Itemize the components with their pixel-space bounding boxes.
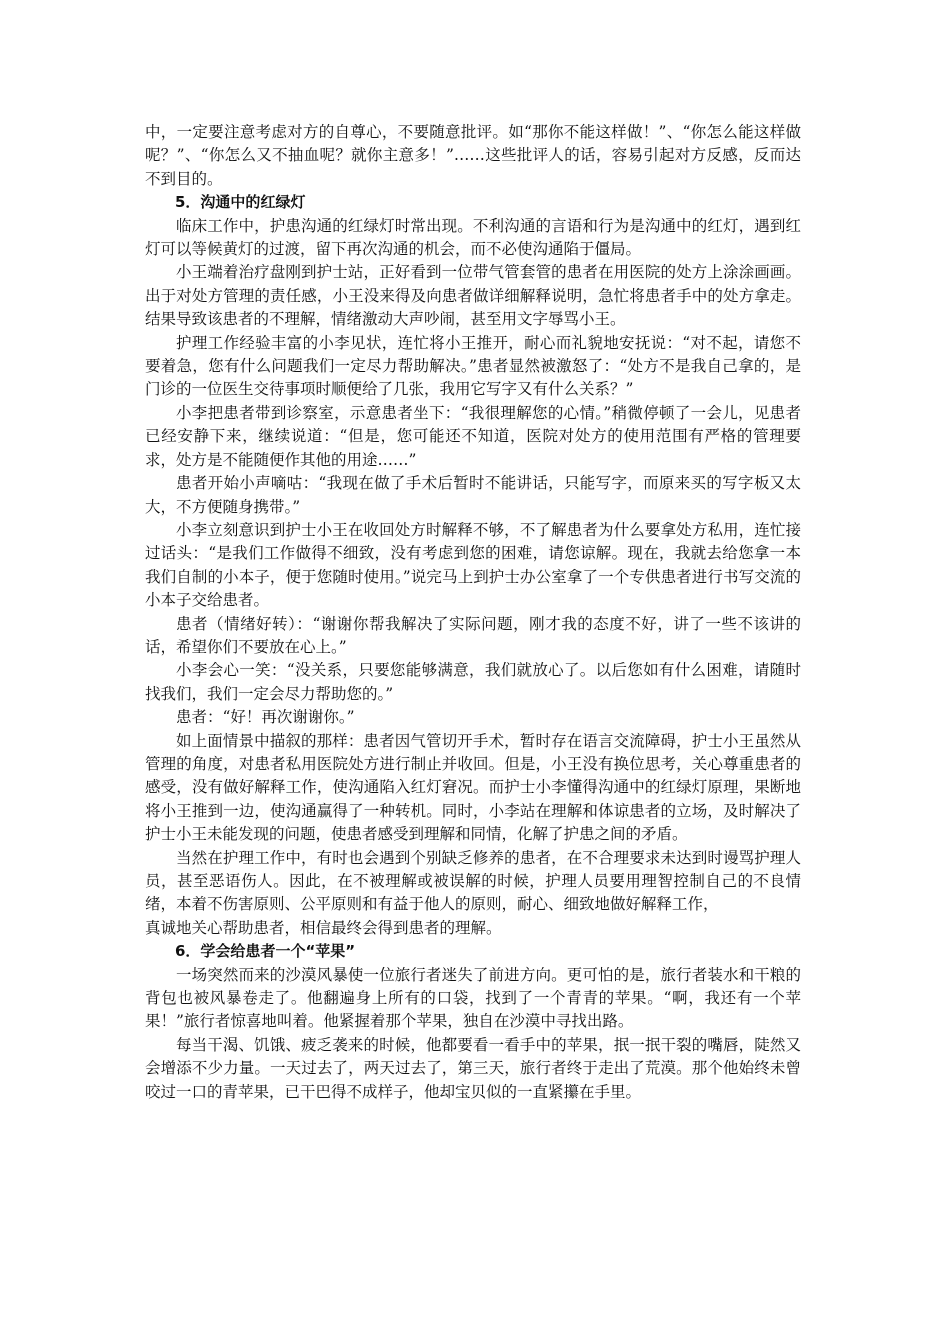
section-heading-6: 6．学会给患者一个“苹果”	[175, 942, 356, 961]
section-heading-5: 5．沟通中的红绿灯	[175, 193, 306, 212]
paragraph-xiaoli-smile: 小李会心一笑：“没关系，只要您能够满意，我们就放心了。以后您如有什么困难，请随时找我们，我们一定会尽力帮助您的。”	[145, 661, 801, 703]
paragraph-apple: 每当干渴、饥饿、疲乏袭来的时候，他都要看一看手中的苹果，抿一抿干裂的嘴唇，陡然又会增添不少力量。一天过去了，两天过去了，第三天，旅行者终于走出了荒漠。那个他始终未曾咬过一口的青苹果，已干巴得不成样子，他却宝贝似的一直紧攥在手里。	[145, 1035, 801, 1101]
paragraph-conclusion: 当然在护理工作中，有时也会遇到个别缺乏修养的患者，在不合理要求未达到时谩骂护理人员，甚至恶语伤人。因此，在不被理解或被误解的时候，护理人员要用理智控制自己的不良情绪，本着不伤害原则、公平原则和有益于他人的原则，耐心、细致地做好解释工作，	[145, 848, 801, 914]
paragraph-analysis: 如上面情景中描叙的那样：患者因气管切开手术，暂时存在语言交流障碍，护士小王虽然从管理的角度，对患者私用医院处方进行制止并收回。但是，小王没有换位思考，关心尊重患者的感受，没有做好解释工作，使沟通陷入红灯窘况。而护士小李懂得沟通中的红绿灯原理，果断地将小王推到一边，使沟通赢得了一种转机。同时，小李站在理解和体谅患者的立场，及时解决了护士小王未能发现的问题，使患者感受到理解和同情，化解了护患之间的矛盾。	[145, 731, 801, 844]
paragraph-patient-murmur: 患者开始小声嘀咕：“我现在做了手术后暂时不能讲话，只能写字，而原来买的写字板又太大，不方便随身携带。”	[145, 474, 801, 516]
paragraph-continuation: 中，一定要注意考虑对方的自尊心，不要随意批评。如“那你不能这样做！”、“你怎么能这样做呢？”、“你怎么又不抽血呢？就你主意多！”……这些批评人的话，容易引起对方反感，反而达不到目的。	[145, 123, 801, 188]
paragraph-apology: 小李立刻意识到护士小王在收回处方时解释不够，不了解患者为什么要拿处方私用，连忙接过话头：“是我们工作做得不细致，没有考虑到您的困难，请您谅解。现在，我就去给您拿一本我们自制的小本子，便于您随时使用。”说完马上到护士办公室拿了一个专供患者进行书写交流的小本子交给患者。	[145, 520, 801, 610]
paragraph-patient-reply: 患者：“好！再次谢谢你。”	[176, 708, 355, 727]
paragraph-patient-thanks: 患者（情绪好转）：“谢谢你帮我解决了实际问题，刚才我的态度不好，讲了一些不该讲的话，希望你们不要放在心上。”	[145, 614, 801, 656]
paragraph-scenario: 小王端着治疗盘刚到护士站，正好看到一位带气管套管的患者在用医院的处方上涂涂画画。出于对处方管理的责任感，小王没来得及向患者做详细解释说明，急忙将患者手中的处方拿走。结果导致该患者的不理解，情绪激动大声吵闹，甚至用文字辱骂小王。	[145, 263, 801, 329]
paragraph-conclusion-end: 真诚地关心帮助患者，相信最终会得到患者的理解。	[145, 918, 502, 937]
paragraph-exam-room: 小李把患者带到诊察室，示意患者坐下：“我很理解您的心情。”稍微停顿了一会儿，见患者已经安静下来，继续说道：“但是，您可能还不知道，医院对处方的使用范围有严格的管理要求，处方是不能随便作其他的用途……”	[145, 403, 801, 469]
paragraph-xiaoli-response: 护理工作经验丰富的小李见状，连忙将小王推开，耐心而礼貌地安抚说：“对不起，请您不要着急，您有什么问题我们一定尽力帮助解决。”患者显然被激怒了：“处方不是我自己拿的，是门诊的一位医生交待事项时顺便给了几张，我用它写字又有什么关系？”	[145, 333, 801, 399]
document-body	[145, 121, 801, 1104]
paragraph-desert-story: 一场突然而来的沙漠风暴使一位旅行者迷失了前进方向。更可怕的是，旅行者装水和干粮的背包也被风暴卷走了。他翻遍身上所有的口袋，找到了一个青青的苹果。“啊，我还有一个苹果！”旅行者惊喜地叫着。他紧握着那个苹果，独自在沙漠中寻找出路。	[145, 965, 801, 1031]
paragraph-intro: 临床工作中，护患沟通的红绿灯时常出现。不利沟通的言语和行为是沟通中的红灯，遇到红灯可以等候黄灯的过渡，留下再次沟通的机会，而不必使沟通陷于僵局。	[145, 216, 801, 259]
